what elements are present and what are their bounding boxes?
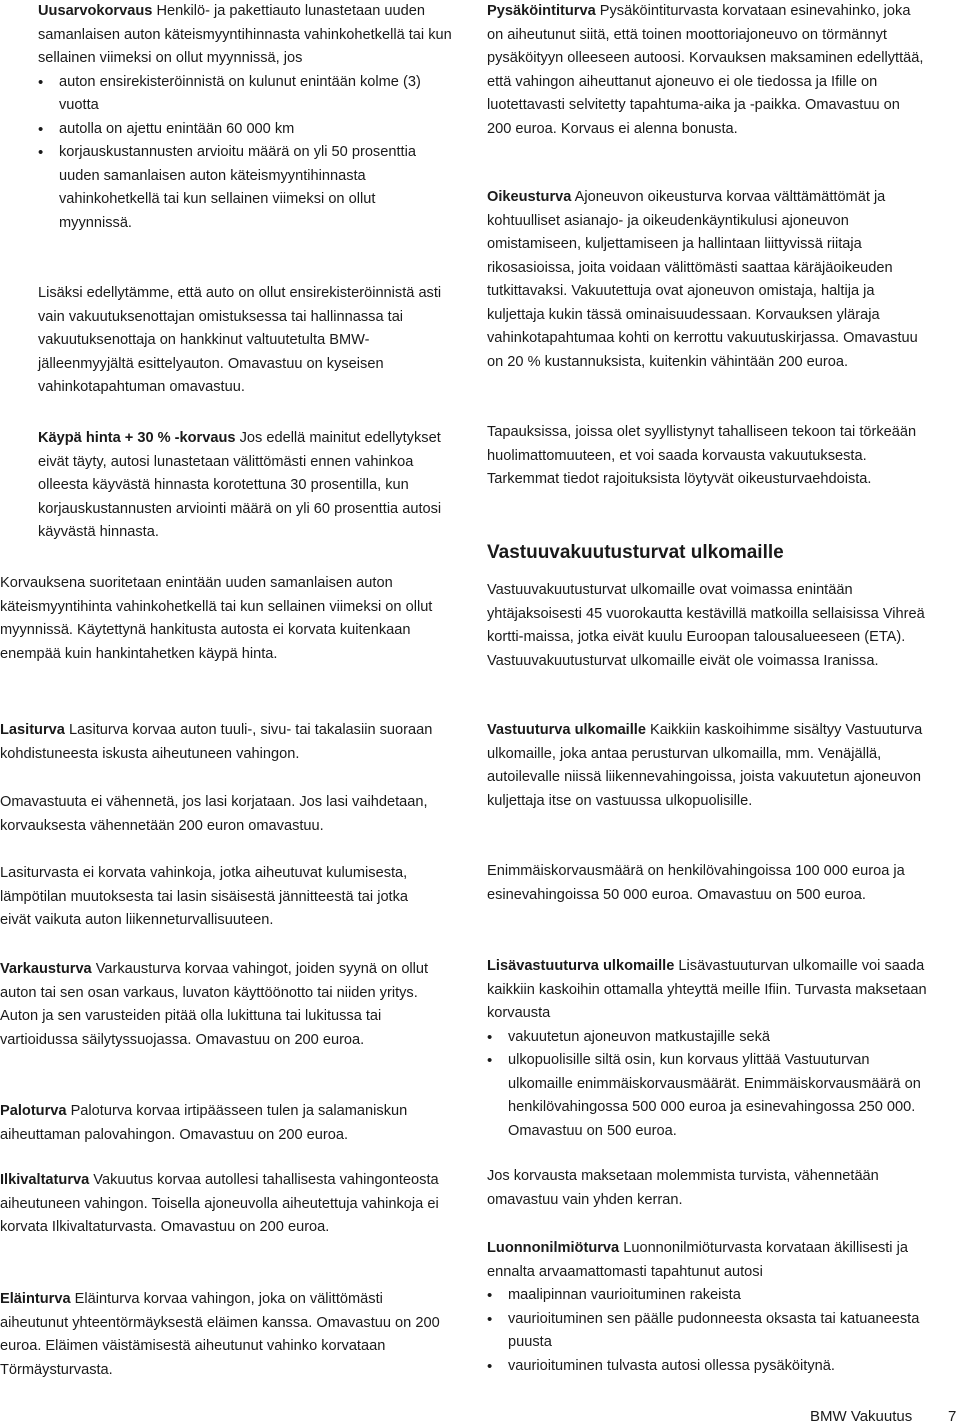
kaypa-hinta-text: Jos edellä mainitut edellytykset eivät täyty, autosi lunastetaan välittömästi ennen vahinkoa olleesta käyvästä hinnasta korotettuna 30 prosentilla, kun korjauskustannusten arviointi määrä on yli 60 prosenttia autosi käyvästä hinnasta. — [38, 430, 442, 540]
varkausturva-text: Varkausturva korvaa vahingot, joiden syynä on ollut auton tai sen osan varkaus, luvaton käyttöönotto tai niiden yritys. Auton ja sen varusteiden pitää olla lukittuna tai lukitussa tai vartioidussa säilytyssuojassa. Omavastuu on 200 euroa. — [0, 961, 429, 1048]
vastuuturva-term: Vastuuturva ulkomaille — [487, 722, 646, 738]
elainturva-term: Eläinturva — [0, 1291, 71, 1307]
elainturva-paragraph — [0, 1288, 440, 1382]
luonnonilmioturva-term: Luonnonilmiöturva — [487, 1240, 620, 1256]
list-item: • auton ensirekisteröinnistä on kulunut enintään kolme (3) vuotta — [38, 71, 452, 118]
oikeusturva-term: Oikeusturva — [487, 189, 572, 205]
lisavastuuturva-term: Lisävastuuturva ulkomaille — [487, 958, 675, 974]
tapauksissa-paragraph: Tapauksissa, joissa olet syyllistynyt tahalliseen tekoon tai törkeään huolimattomuuteen, et voi saada korvausta vakuutuksesta. Tarkemmat tiedot rajoituksista löytyvät oikeusturvaehdoista. — [487, 424, 917, 487]
uusarvokorvaus-term: Uusarvokorvaus — [38, 3, 153, 19]
paloturva-term: Paloturva — [0, 1103, 67, 1119]
list-item: • vaurioituminen sen päälle pudonneesta oksasta tai katuaneesta puusta — [487, 1308, 927, 1355]
list-item: • ulkopuolisille siltä osin, kun korvaus ylittää Vastuuturvan ulkomaille enimmäiskorvausmäärät. Enimmäiskorvausmäärä on henkilövahingossa 500 000 euroa ja esinevahingossa 250 000. Omavastuu on 500 euroa. — [487, 1049, 927, 1143]
lasiturva-omavastuu: Omavastuuta ei vähennetä, jos lasi korjataan. Jos lasi vaihdetaan, korvauksesta vähennetään 200 euron omavastuu. — [0, 794, 428, 834]
oikeusturva-text: Ajoneuvon oikeusturva korvaa välttämättömät ja kohtuulliset asianajo- ja oikeudenkäyntikulusi ajoneuvon omistamiseen, kuljettamiseen ja hallintaan liittyvissä riitaja rikosasioissa, joita voidaan välittömästi saattaa käräjäoikeuden tutkittavaksi. Vakuutettuja ovat ajoneuvon omistaja, haltija ja kuljettaja kukin tässä ominaisuudessaan. Korvauksen yläraja vahinkotapahtumaa kohti on kerrottu vakuutuskirjassa. Omavastuu on 20 % kustannuksista, kuitenkin vähintään 200 euroa. — [487, 189, 918, 370]
page-number: 7 — [948, 1408, 957, 1425]
kaypa-hinta-paragraph — [0, 427, 452, 545]
paloturva-text: Paloturva korvaa irtipäässeen tulen ja salamaniskun aiheuttaman palovahingon. Omavastuu on 200 euroa. — [0, 1103, 408, 1143]
list-item: • korjauskustannusten arvioitu määrä on yli 50 prosenttia uuden samanlaisen auton käteismyyntihinnasta vahinkohetkellä tai kun sellainen viimeksi on ollut myynnissä. — [38, 141, 452, 235]
list-item: • vakuutetun ajoneuvon matkustajille sekä — [487, 1026, 927, 1050]
pysakointiturva-term: Pysäköintiturva — [487, 3, 596, 19]
section-heading: Vastuuvakuutusturvat ulkomaille — [487, 542, 784, 563]
list-item: • autolla on ajettu enintään 60 000 km — [38, 118, 452, 142]
lasiturva-exclusions: Lasiturvasta ei korvata vahinkoja, jotka aiheutuvat kulumisesta, lämpötilan muutoksesta tai lasin sisäisestä jännitteestä tai jotka eivät vaikuta auton liikenneturvallisuuteen. — [0, 865, 409, 928]
elainturva-text: Eläinturva korvaa vahingon, joka on välittömästi aiheutunut yhteentörmäyksestä eläimen kanssa. Omavastuu on 200 euroa. Eläimen väistämisestä aiheutunut vahinko korvataan Törmäysturvasta. — [0, 1291, 440, 1378]
molemmista-paragraph: Jos korvausta maksetaan molemmista turvista, vähennetään omavastuu vain yhden kerran. — [487, 1168, 879, 1208]
vastuuturva-text: Kaikkiin kaskoihimme sisältyy Vastuuturva ulkomaille, joka antaa perusturvan ulkomailla, mm. Venäjällä, autoilevalle niissä liikennevahingoissa, joista vakuutetun ajoneuvon kuljettaja itse on vastuussa ulkopuolisille. — [487, 722, 923, 809]
ilkivaltaturva-term: Ilkivaltaturva — [0, 1172, 90, 1188]
vastuuvakuutus-intro: Vastuuvakuutusturvat ulkomaille ovat voimassa enintään yhtäjaksoisesti 45 vuorokautta kestävillä matkoilla sellaisissa Vihreä kortti-maissa, jotka eivät kuulu Euroopan talousalueeseen (ETA). Vastuuvakuutusturvat ulkomaille eivät ole voimassa Iranissa. — [487, 582, 925, 669]
lisavastuuturva-list — [487, 1026, 927, 1144]
footer-brand: BMW Vakuutus — [810, 1408, 913, 1425]
varkausturva-paragraph — [0, 958, 440, 1052]
lasiturva-paragraph — [0, 719, 440, 766]
uusarvokorvaus-extra: Lisäksi edellytämme, että auto on ollut ensirekisteröinnistä asti vain vakuutuksenottajan omistuksessa tai hallinnassa tai vakuutuksenottaja on hankkinut valtuutetulta BMW-jälleenmyyjältä esittelyauton. Omavastuu on kyseisen vahinkotapahtuman omavastuu. — [38, 285, 442, 395]
pysakointiturva-text: Pysäköintiturvasta korvataan esinevahinko, joka on aiheutunut siitä, että toinen moottoriajoneuvo on törmännyt pysäköityyn olleeseen autoosi. Korvauksen maksaminen edellyttää, että vahingon aiheuttanut ajoneuvo ei ole tiedossa ja Ifille on luotettavasti selvitetty tapahtuma-aika ja -paikka. Omavastuu on 200 euroa. Korvaus ei alenna bonusta. — [487, 3, 924, 137]
vastuuturva-paragraph — [487, 719, 927, 813]
page-footer — [810, 1407, 960, 1426]
lisavastuuturva-section — [487, 955, 927, 1143]
oikeusturva-paragraph — [487, 186, 927, 374]
ilkivaltaturva-text: Vakuutus korvaa autollesi tahallisesta vahingonteosta aiheutuneen vahingon. Toisella ajoneuvolla aiheutettuja vahinkoja ei korvata Ilkivaltaturvasta. Omavastuu on 200 euroa. — [0, 1172, 439, 1235]
ilkivaltaturva-paragraph — [0, 1169, 440, 1240]
list-item: • maalipinnan vaurioituminen rakeista — [487, 1284, 927, 1308]
luonnonilmioturva-text: Luonnonilmiöturvasta korvataan äkillisesti ja ennalta arvaamattomasti tapahtunut autosi — [487, 1240, 908, 1280]
lisavastuuturva-text: Lisävastuuturvan ulkomaille voi saada kaikkiin kaskoihin ottamalla yhteyttä meille Ifiin. Turvasta maksetaan korvausta — [487, 958, 927, 1021]
pysakointiturva-paragraph — [487, 0, 927, 141]
luonnonilmioturva-paragraph — [487, 1237, 927, 1284]
uusarvokorvaus-list — [38, 71, 452, 236]
uusarvokorvaus-text: Henkilö- ja pakettiauto lunastetaan uuden samanlaisen auton käteismyyntihinnasta vahinkohetkellä tai kun sellainen viimeksi on ollut myynnissä, jos — [38, 3, 452, 66]
korvauksena-paragraph: Korvauksena suoritetaan enintään uuden samanlaisen auton käteismyyntihinta vahinkohetkellä tai kun sellainen viimeksi on ollut myynnissä. Käytettynä hankitusta autosta ei korvata kuitenkaan enempää kuin hankintahetken käypä hinta. — [0, 575, 433, 662]
luonnonilmioturva-list — [487, 1284, 927, 1378]
lisavastuuturva-paragraph — [487, 955, 927, 1026]
uusarvokorvaus-paragraph — [38, 0, 452, 71]
paloturva-paragraph — [0, 1100, 440, 1147]
luonnonilmioturva-section — [487, 1237, 927, 1378]
lasiturva-term: Lasiturva — [0, 722, 65, 738]
lasiturva-text: Lasiturva korvaa auton tuuli-, sivu- tai takalasiin suoraan kohdistuneesta iskusta aiheutuneen vahingon. — [0, 722, 433, 762]
list-item: • vaurioituminen tulvasta autosi ollessa pysäköitynä. — [487, 1355, 927, 1379]
kaypa-hinta-term: Käypä hinta + 30 % -korvaus — [38, 430, 236, 446]
enimmaiskorvaus-paragraph: Enimmäiskorvausmäärä on henkilövahingoissa 100 000 euroa ja esinevahingoissa 50 000 euroa. Omavastuu on 500 euroa. — [487, 863, 905, 903]
uusarvokorvaus-section — [0, 0, 452, 235]
varkausturva-term: Varkausturva — [0, 961, 92, 977]
